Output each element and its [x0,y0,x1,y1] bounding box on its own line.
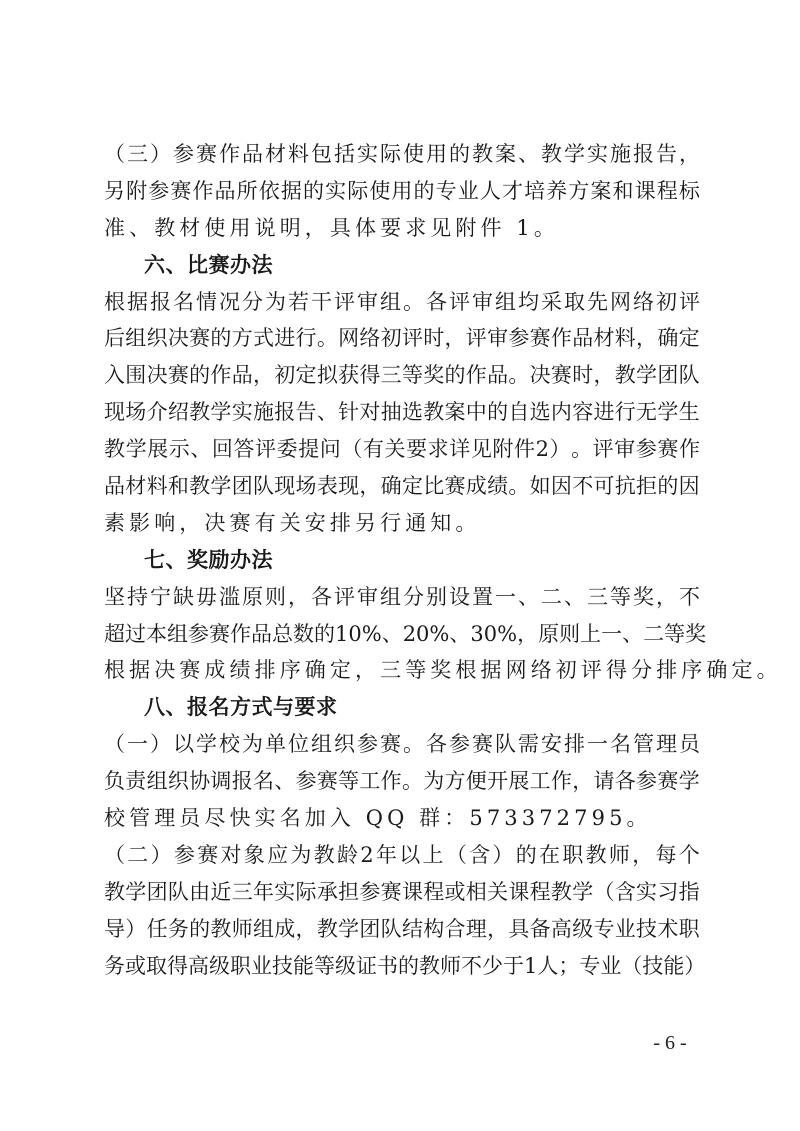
text-line: 根 据 报 名 情 况 分 为 若 干 评 审 组 。 各 评 审 组 均 采 取 先 网 络 初 评 [104,289,700,314]
text-line: 品 材 料 和 教 学 团 队 现 场 表 现 ， 确 定 比 赛 成 绩 。 如 因 不 可 抗 拒 的 因 [104,474,700,499]
text-line: 校管理员尽快实名加入 QQ 群：573372795。 [104,806,652,831]
section-heading-awards: 七、奖励办法 [144,547,273,572]
text-line: 入 围 决 赛 的 作 品 ， 初 定 拟 获 得 三 等 奖 的 作 品 。 决 赛 时 ， 教 学 团 队 [104,363,700,388]
text-line: （ 二 ） 参 赛 对 象 应 为 教 龄 2 年 以 上 （ 含 ） 的 在 职 教 师 ， 每 个 [104,842,700,867]
text-line: 后 组 织 决 赛 的 方 式 进 行 。 网 络 初 评 时 ， 评 审 参 赛 作 品 材 料 ， 确 定 [104,326,700,351]
page-number: - 6 - [653,1032,687,1054]
text-line: （ 三 ） 参 赛 作 品 材 料 包 括 实 际 使 用 的 教 案 、 教 学 实 施 报 告 ， [104,142,700,166]
text-line: 负 责 组 织 协 调 报 名 、 参 赛 等 工 作 。 为 方 便 开 展 工 作 ， 请 各 参 赛 学 [104,769,700,794]
text-line: 超 过 本 组 参 赛 作 品 总 数 的 10% 、 20% 、 30% ， 原 则 上 一 、 二 等 奖 [104,621,707,646]
paragraph-awards [104,579,782,690]
paragraph-participant-eligibility [104,837,706,985]
text-line: 坚 持 宁 缺 毋 滥 原 则 ， 各 评 审 组 分 别 设 置 一 、 二 、 三 等 奖 ， 不 [104,584,700,609]
text-line: 教 学 团 队 由 近 三 年 实 际 承 担 参 赛 课 程 或 相 关 课 程 教 学 （ 含 实 习 指 [104,879,700,904]
section-heading-competition-method: 六、比赛办法 [144,252,273,277]
text-line: （ 一 ） 以 学 校 为 单 位 组 织 参 赛 。 各 参 赛 队 需 安 排 一 名 管 理 员 [104,732,700,757]
text-line: 另 附 参 赛 作 品 所 依 据 的 实 际 使 用 的 专 业 人 才 培 养 方 案 和 课 程 标 [104,178,700,203]
section-heading-registration: 八、报名方式与要求 [144,695,338,720]
text-line: 导 ） 任 务 的 教 师 组 成 ， 教 学 团 队 结 构 合 理 ， 具 备 高 级 专 业 技 术 职 [104,916,700,941]
paragraph-competition-method [104,284,700,542]
paragraph-registration-unit [104,726,700,837]
paragraph-materials [104,136,700,247]
text-line: 素影响，决赛有关安排另行通知。 [104,510,481,535]
text-line: 现 场 介 绍 教 学 实 施 报 告 、 针 对 抽 选 教 案 中 的 自 选 内 容 进 行 无 学 生 [104,400,700,425]
text-line: 务 或 取 得 高 级 职 业 技 能 等 级 证 书 的 教 师 不 少 于 1 人 ； 专 业 （ 技 能 ） [104,953,706,978]
text-line: 准、教材使用说明，具体要求见附件 1。 [104,215,559,240]
text-line: 根据决赛成绩排序确定，三等奖根据网络初评得分排序确定。 [104,658,782,683]
text-line: 教 学 展 示 、 回 答 评 委 提 问 （ 有 关 要 求 详 见 附 件 2 ） 。 评 审 参 赛 作 [104,437,700,462]
document-body [104,136,782,984]
